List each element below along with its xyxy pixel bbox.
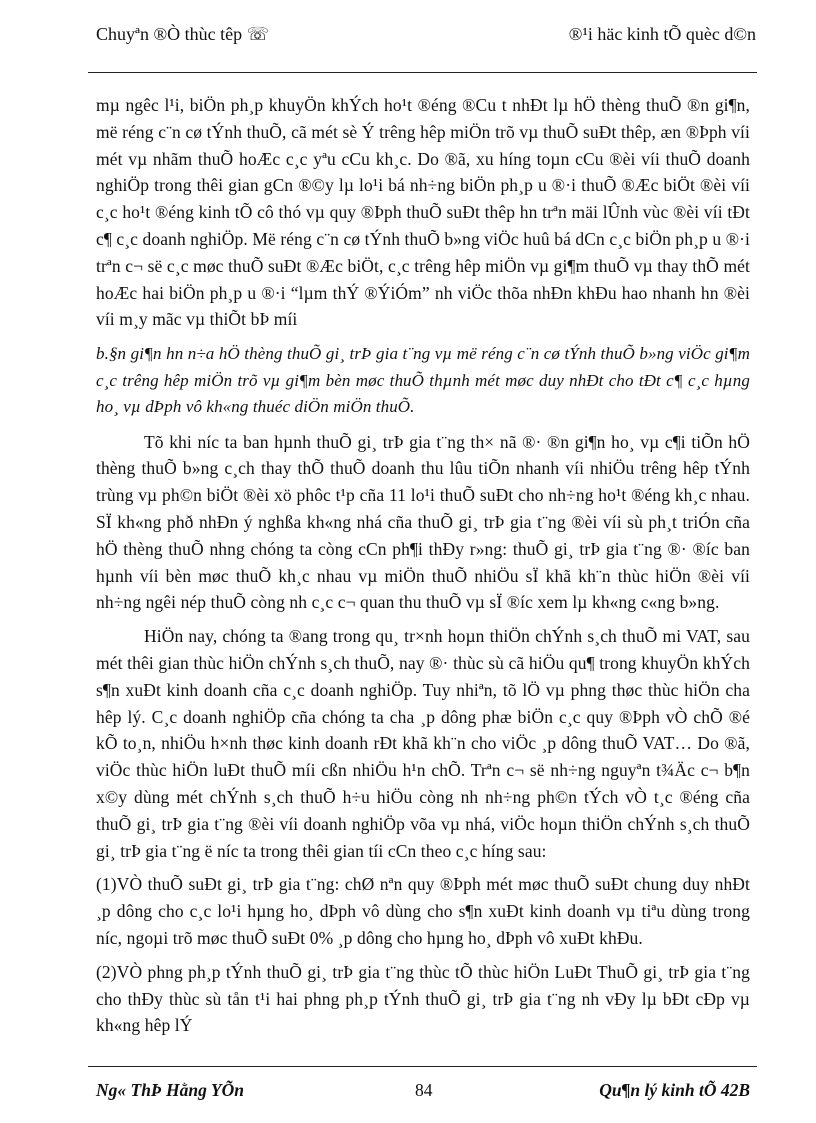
paragraph-1: mµ ngêc l¹i, biÖn ph¸p khuyÖn khÝch ho¹t ®éng ®Cu t nhÐt lµ hÖ thèng thuÕ ®n gi¶n, më réng c¨n cø tÝnh thuÕ, cã mét sè Ý trêng hêp miÖn trõ vµ thuÕ suÐt thêp, æn ®Þph víi mét vµ nhãm thuÕ hoÆc c¸c yªu cCu kh¸c. Do ®ã, xu híng toµn cCu ®èi víi thuÕ doanh nghiÖp trong thêi gian gCn ®©y lµ lo¹i bá nh÷ng biÖn ph¸p u ®·i thuÕ ®Æc biÖt ®èi víi c¸c ho¹t ®éng kinh tÕ cô thó vµ quy ®Þph thuÕ suÐt thêp hn trªn mäi lÛnh vùc ®èi víi tÐt c¶ c¸c doanh nghiÖp. Më réng c¨n cø tÝnh thuÕ b»ng viÖc huû bá dCn c¸c biÖn ph¸p u ®·i trªn c¬ së c¸c møc thuÕ suÐt ®Æc biÖt, c¸c trêng hêp miÖn vµ gi¶m thuÕ vµ thay thÕ mét hoÆc hai biÖn ph¸p u ®·i “lµm thÝ ®ÝiÓm” nh viÖc thõa nhÐn khÐu hao nhanh hn ®èi víi m¸y mãc vµ thiÕt bÞ míi: [96, 95, 750, 330]
header-divider: [88, 72, 757, 73]
paragraph-item-2: (2)VÒ phng ph¸p tÝnh thuÕ gi¸ trÞ gia t¨ng thùc tÕ thùc hiÖn LuÐt ThuÕ gi¸ trÞ gia t¨ng cho thÐy thùc sù tån t¹i hai phng ph¸p tÝnh thuÕ gi¸ trÞ gia t¨ng nh vÐy lµ bÐt cÐp vµ kh«ng hêp lÝ: [96, 961, 750, 1036]
paragraph-4: HiÖn nay, chóng ta ®ang trong qu¸ tr×nh hoµn thiÖn chÝnh s¸ch thuÕ mi VAT, sau mét thêi gian thùc hiÖn chÝnh s¸ch thuÕ, nay ®· thùc sù cã hiÖu qu¶ trong khuyÖn khÝch s¶n xuÐt kinh doanh cña c¸c doanh nghiÖp. Tuy nhiªn, tõ lÖ vµ phng thøc thùc hiÖn cha hêp lý. C¸c doanh nghiÖp cña chóng ta cha ¸p dông phæ biÖn c¸c quy ®Þph vÒ chÕ ®é kÕ to¸n, nhiÖu h×nh thøc kinh doanh rÐt khã kh¨n cho viÖc ¸p dông thuÕ VAT… Do ®ã, viÖc thùc hiÖn luÐt thuÕ míi cßn nhiÖu h¹n chÕ. Trªn c¬ së nh÷ng nguyªn t¾Äc c¬ b¶n x©y dùng mét chÝnh s¸ch thuÕ h÷u hiÖu còng nh nh÷ng ph©n tÝch vÒ t¸c ®éng cña thuÕ gi¸ trÞ gia t¨ng ®èi víi doanh nghiÖp võa vµ nhá, viÖc hoµn thiÖn chÝnh s¸ch thuÕ gi¸ trÞ gia t¨ng ë níc ta trong thêi gian tíi cCn theo c¸c híng sau:: [96, 626, 750, 861]
header-topic: Chuyªn ®Ò thùc têp ☏: [96, 24, 270, 44]
header-university: ®¹i häc kinh tÕ quèc d©n: [568, 24, 756, 44]
section-heading-b: b.§n gi¶n hn n÷a hÖ thèng thuÕ gi¸ trÞ gia t¨ng vµ më réng c¨n cø tÝnh thuÕ b»ng viÖc gi¶m c¸c trêng hêp miÖn trõ vµ gi¶m bèn møc thuÕ thµnh mét møc duy nhÐt cho tÐt c¶ c¸c hµng ho¸ vµ dÞph vô kh«ng thuéc diÖn miÖn thuÕ.: [96, 344, 750, 417]
page-number: 84: [415, 1080, 433, 1100]
footer-class: Qu¶n lý kinh tÕ 42B: [599, 1080, 750, 1100]
footer-divider: [88, 1066, 757, 1067]
footer-author: Ng« ThÞ Hằng YÕn: [96, 1080, 244, 1100]
page-header: [96, 20, 756, 54]
page-footer: [96, 1076, 750, 1106]
paragraph-3: Tõ khi níc ta ban hµnh thuÕ gi¸ trÞ gia t¨ng th× nã ®· ®n gi¶n ho¸ vµ c¶i tiÕn hÖ thèng thuÕ b»ng c¸ch thay thÕ thuÕ doanh thu lûu tiÕn nhanh víi nhiÖu trêng hêp tÝnh trùng vµ ph©n biÖt ®èi xö phôc t¹p cña 11 lo¹i thuÕ suÐt cho nh÷ng ho¹t ®éng kh¸c nhau. SÏ kh«ng phð nhÐn ý nghßa kh«ng nhá cña thuÕ gi¸ trÞ gia t¨ng ®èi víi sù ph¸t triÓn cña hÖ thèng thuÕ nhng chóng ta còng cCn ph¶i thÐy r»ng: thuÕ gi¸ trÞ gia t¨ng ®· ®íc ban hµnh víi bèn møc thuÕ kh¸c nhau vµ miÖn thuÕ nhiÖu sÏ khã kh¨n thùc hiÖn ®èi víi nh÷ng ngêi nép thuÕ còng nh c¸c c¬ quan thu thuÕ vµ sÏ ®íc xem lµ kh«ng c«ng b»ng.: [96, 431, 750, 613]
paragraph-item-1: (1)VÒ thuÕ suÐt gi¸ trÞ gia t¨ng: chØ nªn quy ®Þph mét møc thuÕ suÐt chung duy nhÐt ¸p dông cho c¸c lo¹i hµng ho¸ dÞph vô dùng cho s¶n xuÐt kinh doanh vµ tiªu dùng trong níc, ngoµi trõ møc thuÕ suÐt 0% ¸p dông cho hµng ho¸ dÞph vô xuÐt khÐu.: [96, 874, 750, 949]
page-body: [96, 92, 750, 1039]
